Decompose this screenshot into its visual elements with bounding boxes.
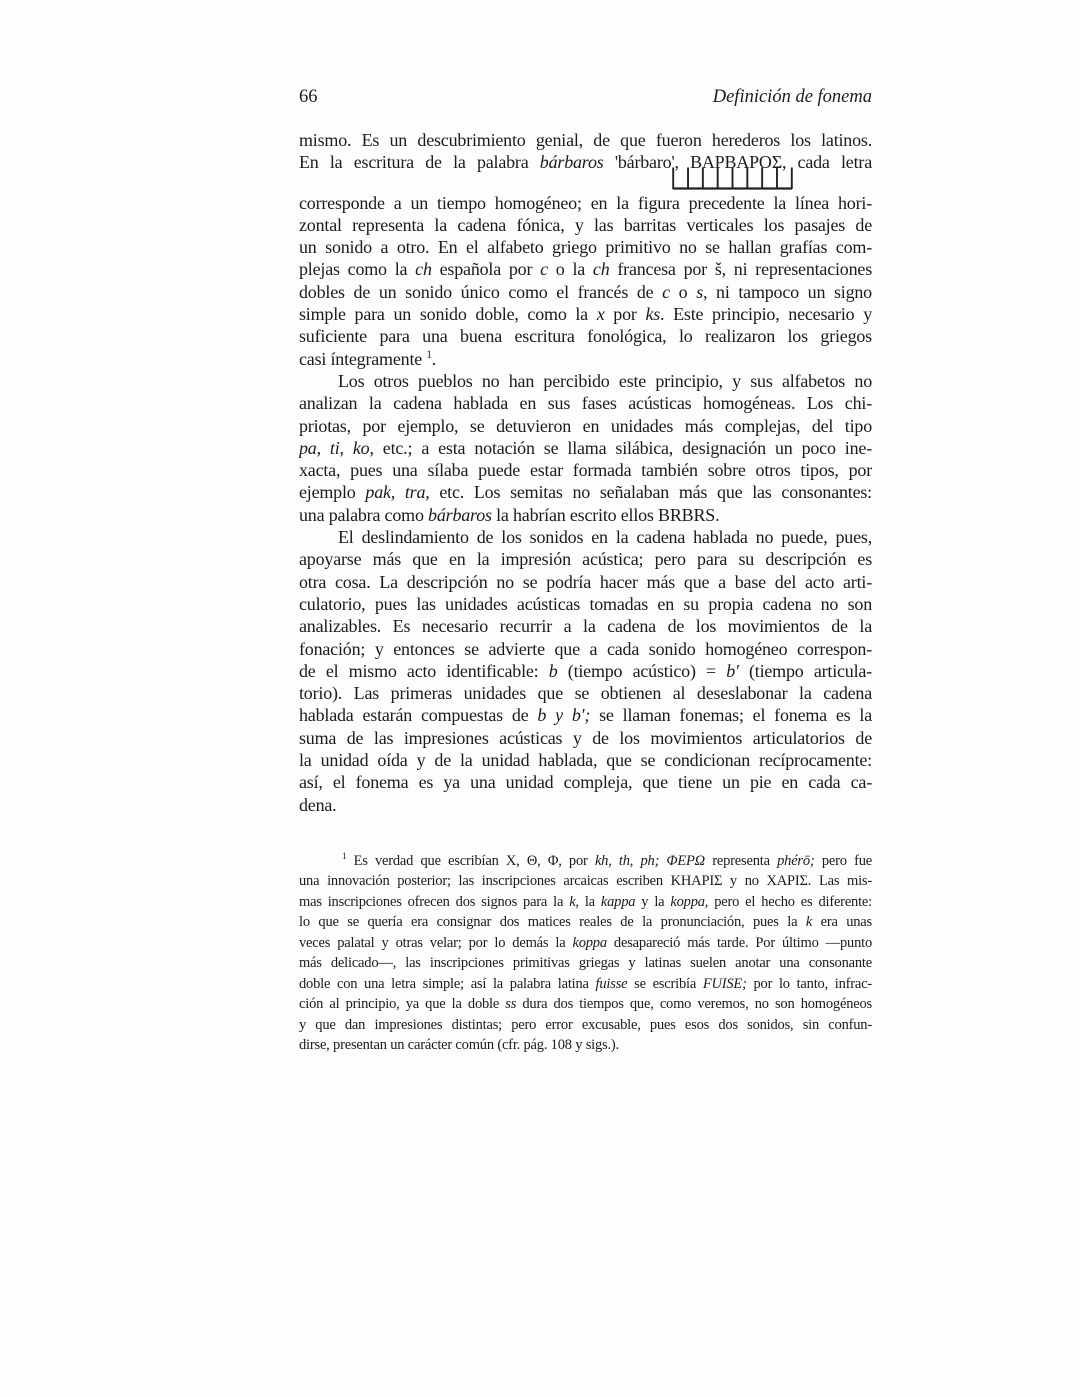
footnote-line: una innovación posterior; las inscripciones arcaicas escriben ΚΗΑΡΙΣ y no ΧΑΡΙΣ. Las mis- [299,873,872,890]
running-title: Definición de fonema [712,87,872,107]
text-line: un sonido a otro. En el alfabeto griego primitivo no se hallan grafías com- [299,237,872,258]
page-number: 66 [299,87,318,107]
footnote-reference: 1 [426,348,432,361]
footnote-reference: 1 [342,851,347,862]
text-line: mismo. Es un descubrimiento genial, de que fueron herederos los latinos. [299,130,872,150]
body-text [299,129,872,816]
text-line: casi íntegramente $^1$. [299,348,437,369]
text-block [299,86,872,1056]
text-line: simple para un sonido doble, como la x por ks. Este principio, necesario y [299,304,872,325]
sound-chain-figure [299,174,872,192]
footnote-line: $^1$ Es verdad que escribían X, Θ, Φ, por kh, th, ph; ΦΕΡΩ representa phérō; pero fue [342,851,872,869]
text-line: torio). Las primeras unidades que se obtienen al deseslabonar la cadena [299,683,872,704]
text-line: plejas como la ch española por c o la ch francesa por š, ni representaciones [299,259,872,280]
text-line: corresponde a un tiempo homogéneo; en la figura precedente la línea hori- [299,192,872,213]
text-line: zontal representa la cadena fónica, y las barritas verticales los pasajes de [299,214,872,235]
text-line: xacta, pues una sílaba puede estar formada también sobre otros tipos, por [299,460,872,481]
text-line: la unidad oída y de la unidad hablada, que se condicionan recíprocamente: [299,750,872,771]
text-line: dobles de un sonido único como el francés de c o s, ni tampoco un signo [299,281,872,302]
footnote-line: veces palatal y otras velar; por lo demás la koppa desapareció más tarde. Por último —punto [299,934,872,951]
text-line: así, el fonema es ya una unidad compleja, que tiene un pie en cada ca- [299,772,872,793]
running-header [299,86,872,108]
text-line: Los otros pueblos no han percibido este principio, y sus alfabetos no [338,370,872,391]
text-line: otra cosa. La descripción no se podría hacer más que a base del acto arti- [299,571,872,592]
text-line: dena. [299,794,337,815]
text-line: apoyarse más que en la impresión acústica; pero para su descripción es [299,549,872,570]
text-line: una palabra como bárbaros la habrían escrito ellos BRBRS. [299,504,720,525]
footnote-line: dirse, presentan un carácter común (cfr. pág. 108 y sigs.). [299,1037,619,1054]
footnote-line: lo que se quería era consignar dos matices reales de la pronunciación, pues la k era unas [299,914,872,931]
text-line: fonación; y entonces se advierte que a cada sonido homogéneo correspon- [299,638,872,659]
text-line: culatorio, pues las unidades acústicas tomadas en su propia cadena no son [299,593,872,614]
footnote-line: más delicado—, las inscripciones primitivas griegas y latinas suelen anotar una consonante [299,955,872,972]
footnote-line: doble con una letra simple; así la palabra latina fuisse se escribía FUISE; por lo tanto, infrac- [299,975,872,992]
text-line: suficiente para una buena escritura fonológica, lo realizaron los griegos [299,326,872,347]
text-line: suma de las impresiones acústicas y de los movimientos articulatorios de [299,727,872,748]
text-line: ejemplo pak, tra, etc. Los semitas no señalaban más que las consonantes: [299,482,872,503]
footnote [299,851,872,1056]
text-line: analizan la cadena hablada en sus fases acústicas homogéneas. Los chi- [299,393,872,414]
text-line: pa, ti, ko, etc.; a esta notación se llama silábica, designación un poco ine- [299,437,872,458]
text-line: analizables. Es necesario recurrir a la cadena de los movimientos de la [299,616,872,637]
footnote-line: y que dan impresiones distintas; pero error excusable, pues esos dos sonidos, sin confun- [299,1016,872,1033]
text-line: El deslindamiento de los sonidos en la cadena hablada no puede, pues, [338,527,872,548]
footnote-line: mas inscripciones ofrecen dos signos para la k, la kappa y la koppa, pero el hecho es diferente: [299,893,872,910]
footnote-line: ción al principio, ya que la doble ss dura dos tiempos que, como veremos, no son homogéneos [299,996,872,1013]
text-line: priotas, por ejemplo, se detuvieron en unidades más complejas, del tipo [299,415,872,436]
phonic-chain-diagram-icon [672,164,793,190]
text-line: hablada estarán compuestas de b y b′; se llaman fonemas; el fonema es la [299,705,872,726]
text-line: de el mismo acto identificable: b (tiempo acústico) = b′ (tiempo articula- [299,660,872,681]
text-line: En la escritura de la palabra bárbaros 'bárbaro', ΒΑΡΒΑΡΟΣ, cada letra [299,152,872,173]
